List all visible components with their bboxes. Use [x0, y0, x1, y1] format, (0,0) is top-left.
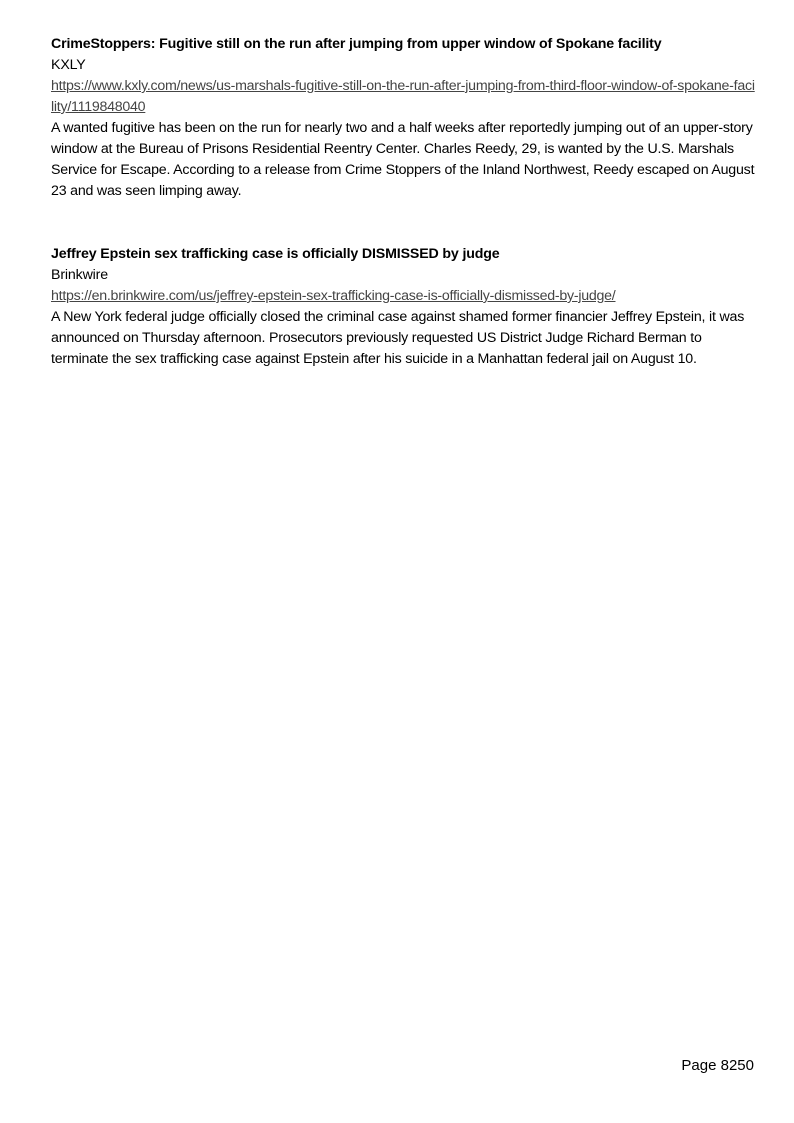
article-link[interactable]: https://www.kxly.com/news/us-marshals-fugitive-still-on-the-run-after-jumping-from-third-floor-window-of-spokane-facility/1119848040	[51, 78, 755, 115]
article-list	[51, 34, 756, 370]
article-link[interactable]: https://en.brinkwire.com/us/jeffrey-epstein-sex-trafficking-case-is-officially-dismissed-by-judge/	[51, 288, 616, 304]
article-item	[51, 244, 756, 370]
article-source: Brinkwire	[51, 267, 108, 283]
article-source: KXLY	[51, 57, 86, 73]
article-summary: A wanted fugitive has been on the run for nearly two and a half weeks after reportedly jumping out of an upper-story window at the Bureau of Prisons Residential Reentry Center. Charles Reedy, 29, is wanted by the U.S. Marshals Service for Escape. According to a release from Crime Stoppers of the Inland Northwest, Reedy escaped on August 23 and was seen limping away.	[51, 120, 755, 199]
article-item	[51, 34, 756, 202]
article-title: CrimeStoppers: Fugitive still on the run after jumping from upper window of Spokane facility	[51, 36, 662, 52]
page-number: Page 8250	[681, 1057, 754, 1074]
article-title: Jeffrey Epstein sex trafficking case is officially DISMISSED by judge	[51, 246, 500, 262]
article-summary: A New York federal judge officially closed the criminal case against shamed former financier Jeffrey Epstein, it was announced on Thursday afternoon. Prosecutors previously requested US District Judge Richard Berman to terminate the sex trafficking case against Epstein after his suicide in a Manhattan federal jail on August 10.	[51, 309, 745, 367]
